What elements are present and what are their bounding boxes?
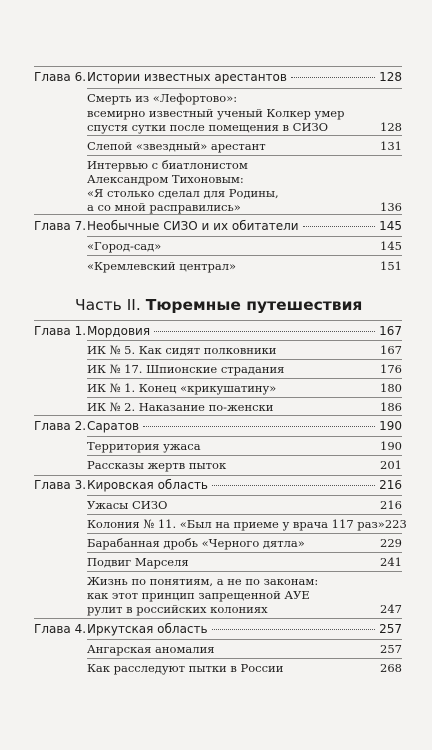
page-number: 190	[379, 419, 402, 433]
divider	[87, 236, 402, 237]
chapter-number: Глава 6.	[34, 70, 87, 84]
page-number: 216	[379, 478, 402, 492]
page-number: 201	[380, 458, 402, 472]
chapter-title: Мордовия	[87, 324, 151, 338]
chapter-title: Саратов	[87, 419, 140, 433]
toc-entry[interactable]	[87, 642, 402, 656]
entry-title: Ужасы СИЗО	[87, 498, 168, 512]
chapter-3-row[interactable]	[34, 478, 402, 492]
toc-entry[interactable]	[87, 381, 402, 395]
page-number: 216	[380, 498, 402, 512]
page-number: 131	[380, 139, 402, 153]
page-number: 167	[380, 343, 402, 357]
page-number: 223	[384, 517, 407, 531]
toc-entry[interactable]	[87, 517, 407, 531]
chapter-title: Истории известных арестантов	[87, 70, 287, 84]
leader-dots	[212, 485, 375, 486]
entry-title: ИК № 2. Наказание по-женски	[87, 400, 274, 414]
divider	[34, 66, 402, 67]
toc-entry[interactable]	[87, 343, 402, 357]
entry-title: «Город-сад»	[87, 239, 162, 253]
entry-title: Колония № 11. «Был на приеме у врача 117 раз»	[87, 517, 385, 531]
page-number: 167	[379, 324, 402, 338]
leader-dots	[303, 226, 376, 227]
entry-title: Территория ужаса	[87, 439, 201, 453]
divider	[87, 639, 402, 640]
toc-entry[interactable]	[87, 239, 402, 253]
toc-entry[interactable]	[87, 536, 402, 550]
divider	[87, 155, 402, 156]
entry-title: ИК № 5. Как сидят полковники	[87, 343, 277, 357]
toc-entry[interactable]	[87, 661, 402, 675]
page-number: 257	[380, 642, 402, 656]
chapter-number: Глава 3.	[34, 478, 87, 492]
chapter-number: Глава 4.	[34, 622, 87, 636]
leader-dots	[212, 629, 376, 630]
chapter-number: Глава 2.	[34, 419, 87, 433]
page-number: 145	[379, 219, 402, 233]
divider	[87, 255, 402, 256]
entry-line: всемирно известный ученый Колкер умер	[87, 106, 345, 120]
part-label: Часть II.	[75, 296, 141, 314]
divider	[34, 618, 402, 619]
entry-title: «Кремлевский централ»	[87, 259, 237, 273]
page-number: 136	[380, 200, 402, 214]
chapter-title: Кировская область	[87, 478, 209, 492]
entry-line: Интервью с биатлонистом	[87, 158, 248, 172]
chapter-2-row[interactable]	[34, 419, 402, 433]
page-number: 257	[379, 622, 402, 636]
toc-entry[interactable]	[87, 259, 402, 273]
chapter-1-row[interactable]	[34, 324, 402, 338]
toc-entry[interactable]	[87, 439, 402, 453]
toc-entry[interactable]	[87, 498, 402, 512]
page-number: 229	[380, 536, 402, 550]
chapter-7-row[interactable]	[34, 219, 402, 233]
page-number: 241	[380, 555, 402, 569]
chapter-4-row[interactable]	[34, 622, 402, 636]
page-number: 180	[380, 381, 402, 395]
page-number: 128	[380, 120, 402, 134]
leader-dots	[143, 426, 375, 427]
divider	[87, 436, 402, 437]
divider	[34, 475, 402, 476]
divider	[34, 320, 402, 321]
toc-entry[interactable]	[87, 200, 402, 214]
divider	[87, 533, 402, 534]
page-number: 186	[380, 400, 402, 414]
page-number: 268	[380, 661, 402, 675]
toc-entry[interactable]	[87, 120, 402, 134]
chapter-title: Необычные СИЗО и их обитатели	[87, 219, 299, 233]
entry-line: «Я столько сделал для Родины,	[87, 186, 279, 200]
page-number: 128	[379, 70, 402, 84]
page-number: 176	[380, 362, 402, 376]
part-heading	[75, 296, 362, 314]
chapter-number: Глава 7.	[34, 219, 87, 233]
part-title: Тюремные путешествия	[145, 296, 363, 314]
entry-title: Слепой «звездный» арестант	[87, 139, 266, 153]
toc-entry[interactable]	[87, 362, 402, 376]
chapter-6-row[interactable]	[34, 70, 402, 84]
divider	[87, 397, 402, 398]
entry-line: Жизнь по понятиям, а не по законам:	[87, 574, 319, 588]
divider	[87, 135, 402, 136]
entry-title: а со мной расправились»	[87, 200, 241, 214]
entry-title: ИК № 17. Шпионские страдания	[87, 362, 285, 376]
divider	[87, 552, 402, 553]
chapter-number: Глава 1.	[34, 324, 87, 338]
page-number: 151	[380, 259, 402, 273]
divider	[34, 214, 402, 215]
divider	[87, 658, 402, 659]
entry-title: Подвиг Марселя	[87, 555, 189, 569]
divider	[87, 359, 402, 360]
divider	[87, 514, 402, 515]
entry-line: Смерть из «Лефортово»:	[87, 91, 238, 105]
page-number: 247	[380, 602, 402, 616]
entry-title: Ангарская аномалия	[87, 642, 215, 656]
toc-entry[interactable]	[87, 400, 402, 414]
entry-line: как этот принцип запрещенной АУЕ	[87, 588, 310, 602]
toc-entry[interactable]	[87, 555, 402, 569]
page-number: 145	[380, 239, 402, 253]
entry-title: ИК № 1. Конец «крикушатину»	[87, 381, 277, 395]
divider	[87, 495, 402, 496]
entry-title: Рассказы жертв пыток	[87, 458, 227, 472]
chapter-title: Иркутская область	[87, 622, 208, 636]
leader-dots	[154, 331, 375, 332]
entry-title: рулит в российских колониях	[87, 602, 268, 616]
leader-dots	[291, 77, 375, 78]
entry-title: Барабанная дробь «Черного дятла»	[87, 536, 305, 550]
entry-line: Александром Тихоновым:	[87, 172, 244, 186]
toc-entry[interactable]	[87, 139, 402, 153]
toc-entry[interactable]	[87, 602, 402, 616]
divider	[87, 340, 402, 341]
divider	[87, 378, 402, 379]
divider	[87, 571, 402, 572]
divider	[34, 415, 402, 416]
entry-title: Как расследуют пытки в России	[87, 661, 284, 675]
divider	[87, 455, 402, 456]
page-number: 190	[380, 439, 402, 453]
toc-entry[interactable]	[87, 458, 402, 472]
entry-title: спустя сутки после помещения в СИЗО	[87, 120, 329, 134]
divider	[87, 88, 402, 89]
